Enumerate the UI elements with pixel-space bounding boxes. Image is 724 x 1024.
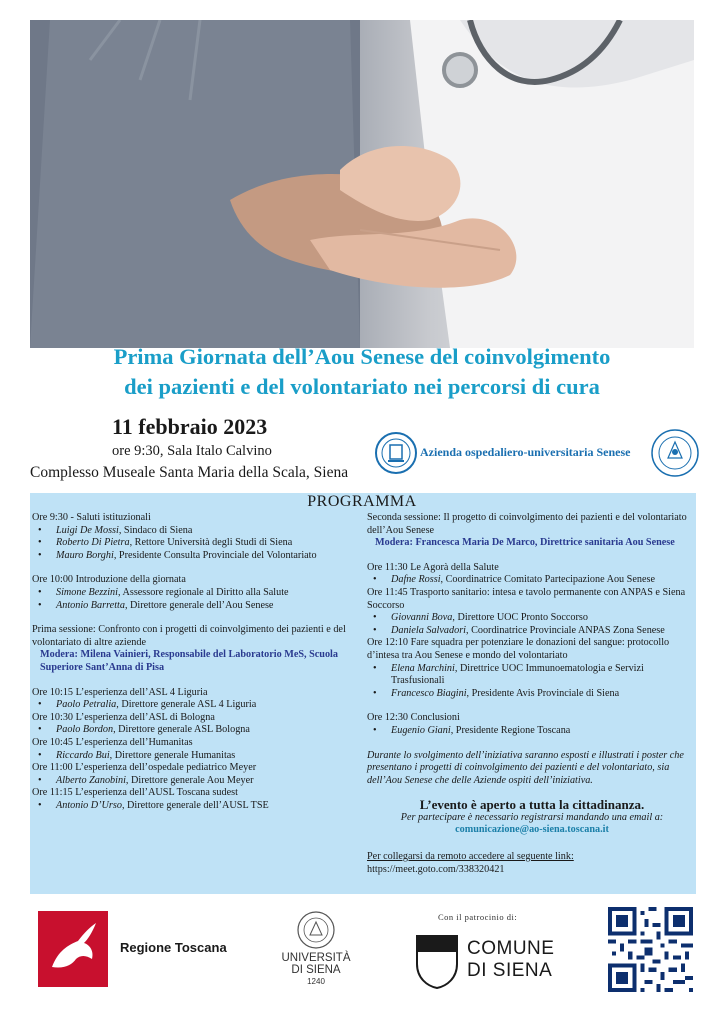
speaker-item: • Paolo Petralia, Direttore generale ASL 4 Liguria (32, 699, 362, 712)
talk-heading: Ore 11:45 Trasporto sanitario: intesa e tavolo permanente con ANPAS e Siena Soccorso (367, 586, 686, 611)
event-venue: Complesso Museale Santa Maria della Scala, Siena (30, 464, 349, 481)
speaker-item: • Eugenio Giani, Presidente Regione Toscana (367, 725, 697, 738)
program-right-column (367, 512, 697, 876)
speaker-item: • Daniela Salvadori, Coordinatrice Provinciale ANPAS Zona Senese (367, 625, 697, 638)
conclusions-heading: Ore 12:30 Conclusioni (367, 712, 460, 724)
registration-note: Per partecipare è necessario registrarsi mandando una email a: (400, 811, 664, 823)
speaker-item: • Paolo Bordon, Direttore generale ASL Bologna (32, 724, 362, 737)
speaker-item: • Roberto Di Pietra, Rettore Università degli Studi di Siena (32, 537, 362, 550)
first-session-moderator: Modera: Milena Vainieri, Responsabile del Laboratorio MeS, Scuola Superiore Sant’Anna di Pisa (40, 649, 338, 673)
hero-photo (30, 20, 694, 348)
program-left-column (32, 512, 362, 812)
speaker-item: • Antonio Barretta, Direttore generale dell’Aou Senese (32, 600, 362, 613)
poster-note: Durante lo svolgimento dell’iniziativa saranno esposti e illustrati i poster che presentano i progetti di coinvolgimento dei pazienti e del volontariato, sia dell’Aou Senese che delle Aziende ospiti dell’iniziativa. (367, 749, 684, 786)
universita-year: 1240 (307, 977, 325, 986)
comune-line-1: COMUNE (467, 938, 555, 959)
patronage-label: Con il patrocinio di: (438, 912, 518, 922)
university-seal-icon (650, 428, 700, 478)
event-time: ore 9:30, Sala Italo Calvino (112, 443, 272, 459)
regione-toscana-name: Regione Toscana (120, 940, 227, 955)
talk-heading: Ore 10:45 L’esperienza dell’Humanitas (32, 736, 193, 748)
aou-senese-logo-icon (374, 431, 418, 475)
event-title-line-1: Prima Giornata dell’Aou Senese del coinvolgimento (113, 344, 611, 369)
registration-email-link[interactable]: comunicazione@ao-siena.toscana.it (455, 824, 609, 836)
second-session-heading: Seconda sessione: Il progetto di coinvolgimento dei pazienti e del volontariato dell’Aou Senese (367, 512, 687, 536)
event-title-line-2: dei pazienti e del volontariato nei percorsi di cura (124, 374, 600, 399)
event-date: 11 febbraio 2023 (112, 414, 268, 439)
talk-heading: Ore 11:30 Le Agorà della Salute (367, 561, 499, 573)
speaker-item: • Giovanni Bova, Direttore UOC Pronto Soccorso (367, 612, 697, 625)
speaker-item: • Francesco Biagini, Presidente Avis Provinciale di Siena (367, 688, 697, 701)
universita-siena-logo (270, 952, 362, 988)
talk-heading: Ore 10:30 L’esperienza dell’ASL di Bologna (32, 711, 215, 723)
aou-name: Azienda ospedaliero-universitaria Senese (420, 445, 631, 459)
talk-heading: Ore 10:15 L’esperienza dell’ASL 4 Liguria (32, 686, 208, 698)
session-heading: Ore 9:30 - Saluti istituzionali (32, 512, 151, 523)
remote-meeting-link[interactable]: https://meet.goto.com/338320421 (367, 863, 505, 875)
qr-code-icon[interactable] (608, 907, 693, 992)
second-session-moderator: Modera: Francesca Maria De Marco, Direttrice sanitaria Aou Senese (375, 537, 675, 549)
speaker-item: • Antonio D’Urso, Direttore generale dell’AUSL TSE (32, 800, 362, 813)
speaker-item: • Alberto Zanobini, Direttore generale Aou Meyer (32, 775, 362, 788)
comune-siena-shield-icon (413, 934, 461, 990)
talk-heading: Ore 11:00 L’esperienza dell’ospedale pediatrico Meyer (32, 762, 257, 774)
hands-photo-illustration (30, 20, 694, 348)
regione-toscana-logo-icon (38, 911, 108, 987)
remote-access-note: Per collegarsi da remoto accedere al seguente link: (367, 851, 574, 863)
talk-heading: Ore 12:10 Fare squadra per potenziare le donazioni del sangue: protocollo d’intesa tra Aou Senese e mondo del volontariato (367, 637, 670, 661)
speaker-item: • Riccardo Bui, Direttore generale Humanitas (32, 750, 362, 763)
comune-line-2: DI SIENA (467, 960, 553, 981)
session-heading: Ore 10:00 Introduzione della giornata (32, 574, 186, 586)
speaker-item: • Mauro Borghi, Presidente Consulta Provinciale del Volontariato (32, 550, 362, 563)
comune-siena-name (467, 938, 554, 982)
speaker-item: • Simone Bezzini, Assessore regionale al Diritto alla Salute (32, 587, 362, 600)
talk-heading: Ore 11:15 L’esperienza dell’AUSL Toscana sudest (32, 787, 238, 799)
open-event-notice: L’evento è aperto a tutta la cittadinanza. (419, 797, 645, 813)
speaker-item: • Dafne Rossi, Coordinatrice Comitato Partecipazione Aou Senese (367, 574, 697, 587)
speaker-item: • Elena Marchini, Direttrice UOC Immunoematologia e Servizi Trasfusionali (367, 663, 697, 688)
program-title: PROGRAMMA (307, 493, 417, 510)
first-session-heading: Prima sessione: Confronto con i progetti di coinvolgimento dei pazienti e del volontariato di altre aziende (32, 624, 346, 648)
universita-line-2: DI SIENA (291, 964, 341, 976)
speaker-item: • Luigi De Mossi, Sindaco di Siena (32, 525, 362, 538)
universita-line-1: UNIVERSITÀ (281, 952, 351, 964)
universita-siena-seal-icon (296, 910, 336, 950)
